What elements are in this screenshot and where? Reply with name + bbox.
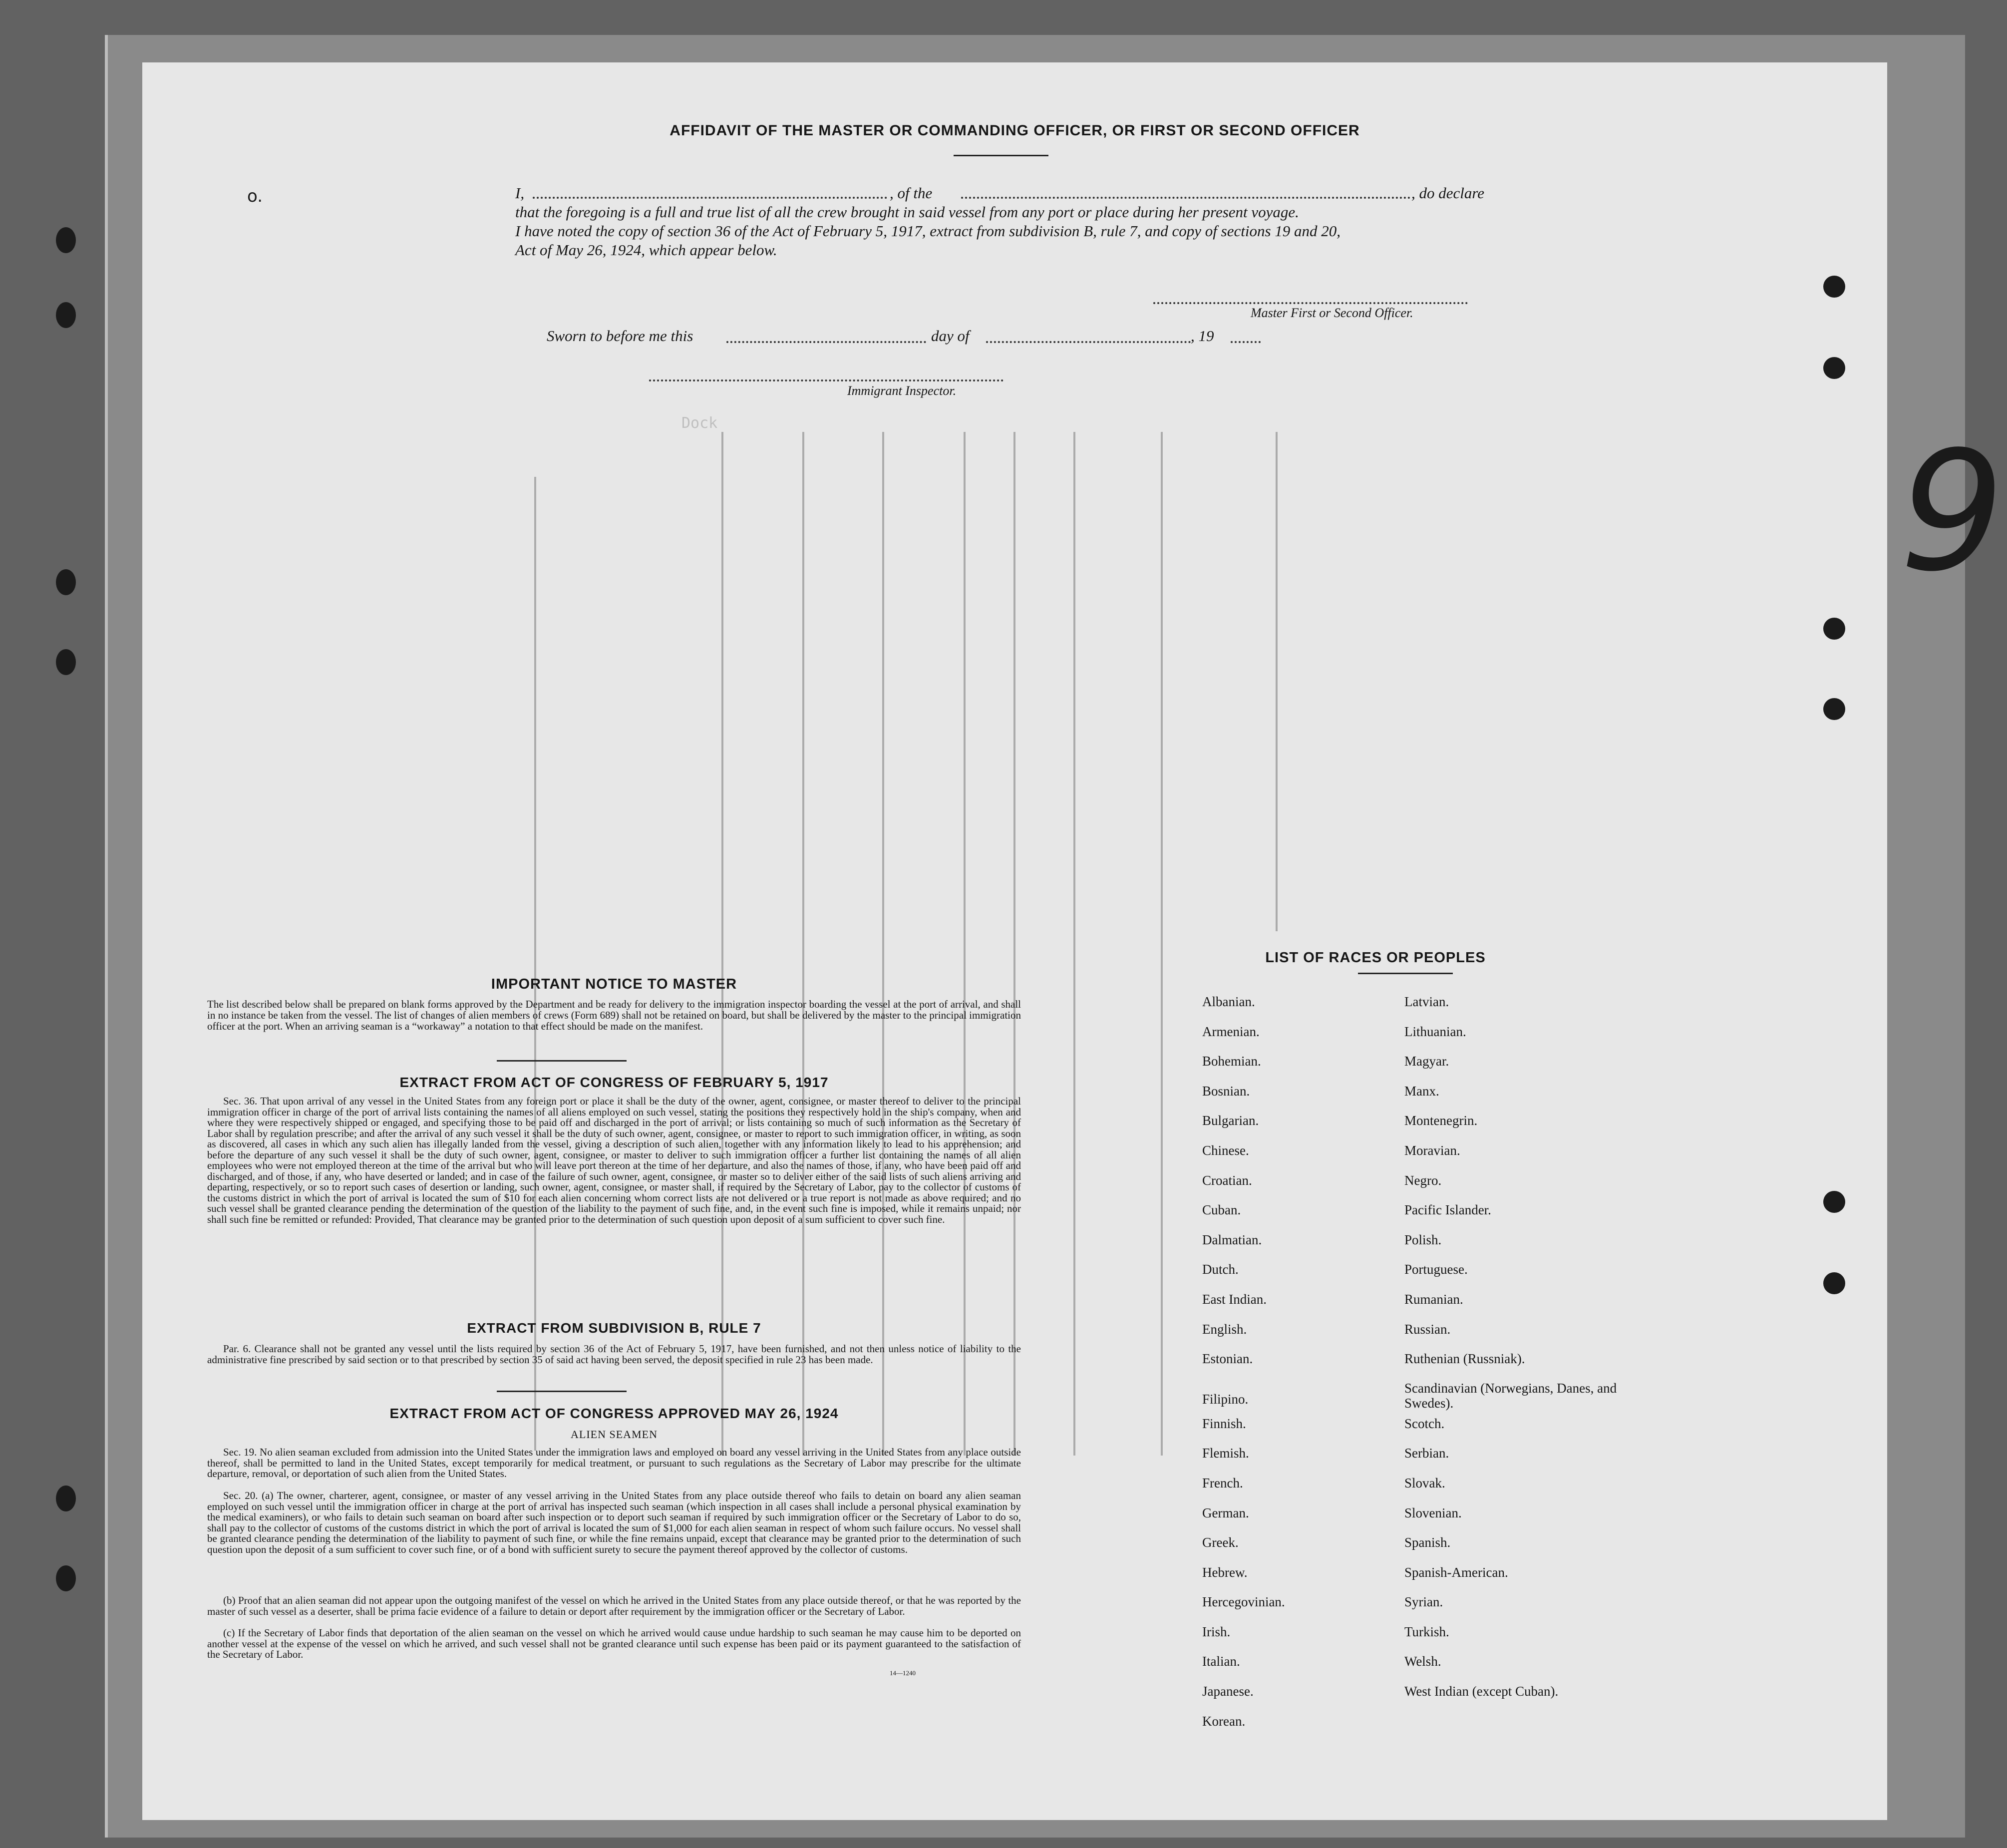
race-item: West Indian (except Cuban). [1404, 1684, 1559, 1699]
race-item: Filipino. [1202, 1391, 1249, 1407]
punch-hole [1823, 276, 1845, 298]
form-number: 14—1240 [890, 1669, 916, 1677]
extract-1924-heading: EXTRACT FROM ACT OF CONGRESS APPROVED MAY 26, 1924 [389, 1406, 839, 1421]
race-item: Russian. [1404, 1321, 1451, 1337]
master-signature-line [1153, 302, 1468, 304]
inspector-signature-line [649, 379, 1004, 381]
race-item: Scotch. [1404, 1416, 1445, 1431]
race-item: Irish. [1202, 1624, 1231, 1639]
bleed-column [882, 432, 884, 1456]
bleed-column [964, 432, 966, 1456]
race-item: Scandinavian (Norwegians, Danes, and Swedes). [1404, 1380, 1617, 1411]
master-label: Master First or Second Officer. [1251, 306, 1413, 320]
race-item: Bohemian. [1202, 1054, 1261, 1069]
race-item: Dalmatian. [1202, 1232, 1262, 1247]
sec20b-text: (b) Proof that an alien seaman did not appear upon the outgoing manifest of the vessel on which he arrived in the United States from any place outside thereof, or that he was reported by the master of such vessel as a deserter, shall be prima facie evidence of a failure to detain or deport after requirement by the immigration officer or the Secretary of Labor. [207, 1594, 1021, 1617]
rule7-text: Par. 6. Clearance shall not be granted any vessel until the lists required by section 36 of the Act of February 5, 1917, have been furnished, and not then unless notice of liability to the administrative fine prescribed by said section or to that prescribed by section 35 of said act having been served, the deposit specified in rule 23 has been made. [207, 1343, 1021, 1366]
handwritten-number: 9 [1900, 416, 2005, 608]
race-item: German. [1202, 1505, 1249, 1520]
sworn-year-blank [1231, 341, 1261, 343]
extract-1917-heading: EXTRACT FROM ACT OF CONGRESS OF FEBRUARY 5, 1917 [399, 1075, 829, 1090]
race-item: Syrian. [1404, 1594, 1443, 1610]
sec20c-text: (c) If the Secretary of Labor finds that deportation of the alien seaman on the vessel on which he arrived would cause undue hardship to such seaman he may cause him to be deported on another vessel at the expense of the vessel on which he arrived, and such vessel shall not be granted clearance until such expense has been paid or its payment guaranteed to the satisfaction of the Secretary of Labor. [207, 1627, 1021, 1660]
divider [954, 155, 1048, 156]
race-item: French. [1202, 1475, 1243, 1490]
declaration-i: I, [515, 184, 525, 202]
races-column-2 [1404, 994, 1624, 1713]
bleed-column [1013, 432, 1015, 1456]
race-item: Pacific Islander. [1404, 1202, 1491, 1218]
race-item: Albanian. [1202, 994, 1255, 1009]
race-item: Moravian. [1404, 1142, 1460, 1158]
punch-hole [1823, 1191, 1845, 1213]
races-heading: LIST OF RACES OR PEOPLES [1265, 950, 1486, 966]
sec20a-text: Sec. 20. (a) The owner, charterer, agent, consignee, or master of any vessel arriving in the United States from any place outside thereof who fails to detain on board any alien seaman employed on such vessel until the immigration officer in charge at the port of arrival has inspected such seaman (which inspection in all cases shall include a personal physical examination by the medical examiners), or who fails to detain such seaman on board after such inspection or to deport such seaman if required by such immigration officer or the Secretary of Labor to do so, shall pay to the collector of customs of the customs district in which the port of arrival is located the sum of $1,000 for each alien seaman in respect of whom such failure occurs. No vessel shall be granted clearance pending the determination of the liability to payment of such fine, or while the fine remains unpaid, except that clearance may be granted prior to the determination of such question upon the deposit of a sum sufficient to cover such fine, or of a bond with sufficient surety to secure the payment thereof approved by the collector of customs. [207, 1489, 1021, 1555]
races-column-1 [1202, 994, 1392, 1743]
race-item: Bosnian. [1202, 1083, 1250, 1099]
sworn-day-blank [726, 341, 926, 343]
declaration-line-4: Act of May 26, 1924, which appear below. [515, 241, 777, 259]
race-item: Hebrew. [1202, 1564, 1248, 1580]
sworn-day-of: day of [931, 327, 970, 345]
sworn-month-blank [986, 341, 1191, 343]
punch-hole [1823, 618, 1845, 640]
race-item: Korean. [1202, 1713, 1246, 1729]
bleed-column [721, 432, 723, 1456]
vessel-blank [961, 197, 1410, 199]
race-item: Spanish. [1404, 1535, 1451, 1550]
race-item: Greek. [1202, 1535, 1239, 1550]
race-item: Latvian. [1404, 994, 1449, 1009]
rule7-heading: EXTRACT FROM SUBDIVISION B, RULE 7 [467, 1320, 761, 1336]
declaration-line-3: I have noted the copy of section 36 of the Act of February 5, 1917, extract from subdivision B, rule 7, and copy of sections 19 and 20, [515, 222, 1341, 240]
race-item: Armenian. [1202, 1024, 1260, 1039]
race-item: Finnish. [1202, 1416, 1246, 1431]
bleed-column [1073, 432, 1075, 1456]
race-item: Dutch. [1202, 1262, 1239, 1277]
race-item: Ruthenian (Russniak). [1404, 1351, 1525, 1367]
document-page [142, 62, 1887, 1820]
race-item: Flemish. [1202, 1446, 1249, 1461]
punch-hole [56, 649, 76, 675]
race-item: Croatian. [1202, 1172, 1252, 1188]
race-item: Slovenian. [1404, 1505, 1462, 1520]
sworn-year: , 19 [1191, 327, 1214, 345]
race-item: Slovak. [1404, 1475, 1445, 1490]
punch-hole [56, 1485, 76, 1511]
race-item: Chinese. [1202, 1142, 1249, 1158]
punch-hole [56, 227, 76, 253]
race-item: Hercegovinian. [1202, 1594, 1285, 1610]
race-item: Montenegrin. [1404, 1113, 1478, 1128]
race-item: Manx. [1404, 1083, 1439, 1099]
punch-hole [1823, 357, 1845, 379]
race-item: Rumanian. [1404, 1291, 1463, 1307]
race-item: Serbian. [1404, 1446, 1449, 1461]
extract-1917-text: Sec. 36. That upon arrival of any vessel in the United States from any foreign port or place it shall be the duty of the owner, agent, consignee, or master thereof to deliver to the principal immigration officer in charge of the port of arrival lists containing the names of all aliens employed on such vessel, stating the positions they respectively hold in the ship's company, when and where they were respectively shipped or engaged, and specifying those to be paid off and discharged in the port of arrival; or lists containing so much of such information as the Secretary of Labor shall by regulation prescribe; and after the arrival of any such vessel it shall be the duty of such owner, agent, consignee, or master to report to such immigration officer, in writing, as soon as discovered, all cases in which any such alien has illegally landed from the vessel, giving a description of such alien, together with any information likely to lead to his apprehension; and before the departure of any such vessel it shall be the duty of such owner, agent, consignee, or master to deliver to such immigration officer a further list containing the names of all alien employees who were not employed thereon at the time of the arrival but who will leave port thereon at the time of her departure, and also the names of those, if any, who have been paid off and discharged, and of those, if any, who have deserted or landed; and in case of the failure of such owner, agent, consignee, or master so to deliver either of the said lists of such aliens arriving and departing, respectively, or so to report such cases of desertion or landing, such owner, agent, consignee, or master shall, if required by the Secretary of Labor, pay to the collector of customs of the customs district in which the port of arrival is located the sum of $10 for each alien concerning whom correct lists are not delivered or a true report is not made as above required; and no such vessel shall be granted clearance pending the determination of the question of the liability to the payment of such fine, and, in the event such fine is imposed, while it remains unpaid; nor shall such fine be remitted or refunded: Provided, That clearance may be granted prior to the determination of such question upon deposit of a sum sufficient to cover such fine. [207, 1095, 1021, 1225]
race-item: Estonian. [1202, 1351, 1253, 1367]
bleed-column [1161, 432, 1163, 1456]
declaration-do-declare: , do declare [1411, 184, 1485, 202]
name-blank [533, 197, 887, 199]
corner-mark: o. [247, 186, 263, 206]
punch-hole [56, 569, 76, 595]
bleed-column [1276, 432, 1278, 931]
divider [497, 1391, 627, 1392]
race-item: Bulgarian. [1202, 1113, 1259, 1128]
punch-hole [1823, 698, 1845, 720]
race-item: English. [1202, 1321, 1247, 1337]
race-item: Japanese. [1202, 1684, 1254, 1699]
race-item: East Indian. [1202, 1291, 1267, 1307]
sworn-line [547, 327, 1445, 347]
race-item: Italian. [1202, 1654, 1240, 1669]
race-item: Welsh. [1404, 1654, 1441, 1669]
notice-text: The list described below shall be prepared on blank forms approved by the Department and be ready for delivery to the immigration inspector boarding the vessel at the port of arrival, and shall in no instance be taken from the vessel. The list of changes of alien members of crews (Form 689) shall not be retained on board, but shall be delivered by the master to the principal immigration officer at the port. When an arriving seaman is a “workaway” a notation to that effect should be made on the manifest. [207, 998, 1021, 1032]
race-item: Cuban. [1202, 1202, 1241, 1218]
punch-hole [56, 1565, 76, 1591]
declaration-line-2: that the foregoing is a full and true list of all the crew brought in said vessel from any port or place during her present voyage. [515, 203, 1299, 221]
bleed-through: Dock [681, 414, 718, 432]
alien-seamen-subheading: ALIEN SEAMEN [571, 1428, 658, 1441]
race-item: Negro. [1404, 1172, 1442, 1188]
punch-hole [56, 302, 76, 328]
sec19-text: Sec. 19. No alien seaman excluded from admission into the United States under the immigration laws and employed on board any vessel arriving in the United States from any place outside thereof, shall be permitted to land in the United States, except temporarily for medical treatment, or pursuant to such regulations as the Secretary of Labor may prescribe for the ultimate departure, removal, or deportation of such alien from the United States. [207, 1446, 1021, 1479]
affidavit-heading: AFFIDAVIT OF THE MASTER OR COMMANDING OFFICER, OR FIRST OR SECOND OFFICER [669, 122, 1360, 139]
punch-hole [1823, 1272, 1845, 1294]
race-item: Lithuanian. [1404, 1024, 1466, 1039]
notice-heading: IMPORTANT NOTICE TO MASTER [491, 976, 737, 992]
affidavit-declaration [515, 184, 1629, 260]
sworn-prefix: Sworn to before me this [547, 327, 693, 345]
divider [497, 1060, 627, 1062]
bleed-column [534, 477, 536, 1451]
race-item: Turkish. [1404, 1624, 1449, 1639]
bleed-column [802, 432, 804, 1456]
race-item: Polish. [1404, 1232, 1442, 1247]
race-item: Portuguese. [1404, 1262, 1468, 1277]
race-item: Magyar. [1404, 1054, 1449, 1069]
divider [1358, 973, 1453, 974]
race-item: Spanish-American. [1404, 1564, 1508, 1580]
declaration-of-the: , of the [890, 184, 933, 202]
inspector-label: Immigrant Inspector. [847, 383, 957, 398]
